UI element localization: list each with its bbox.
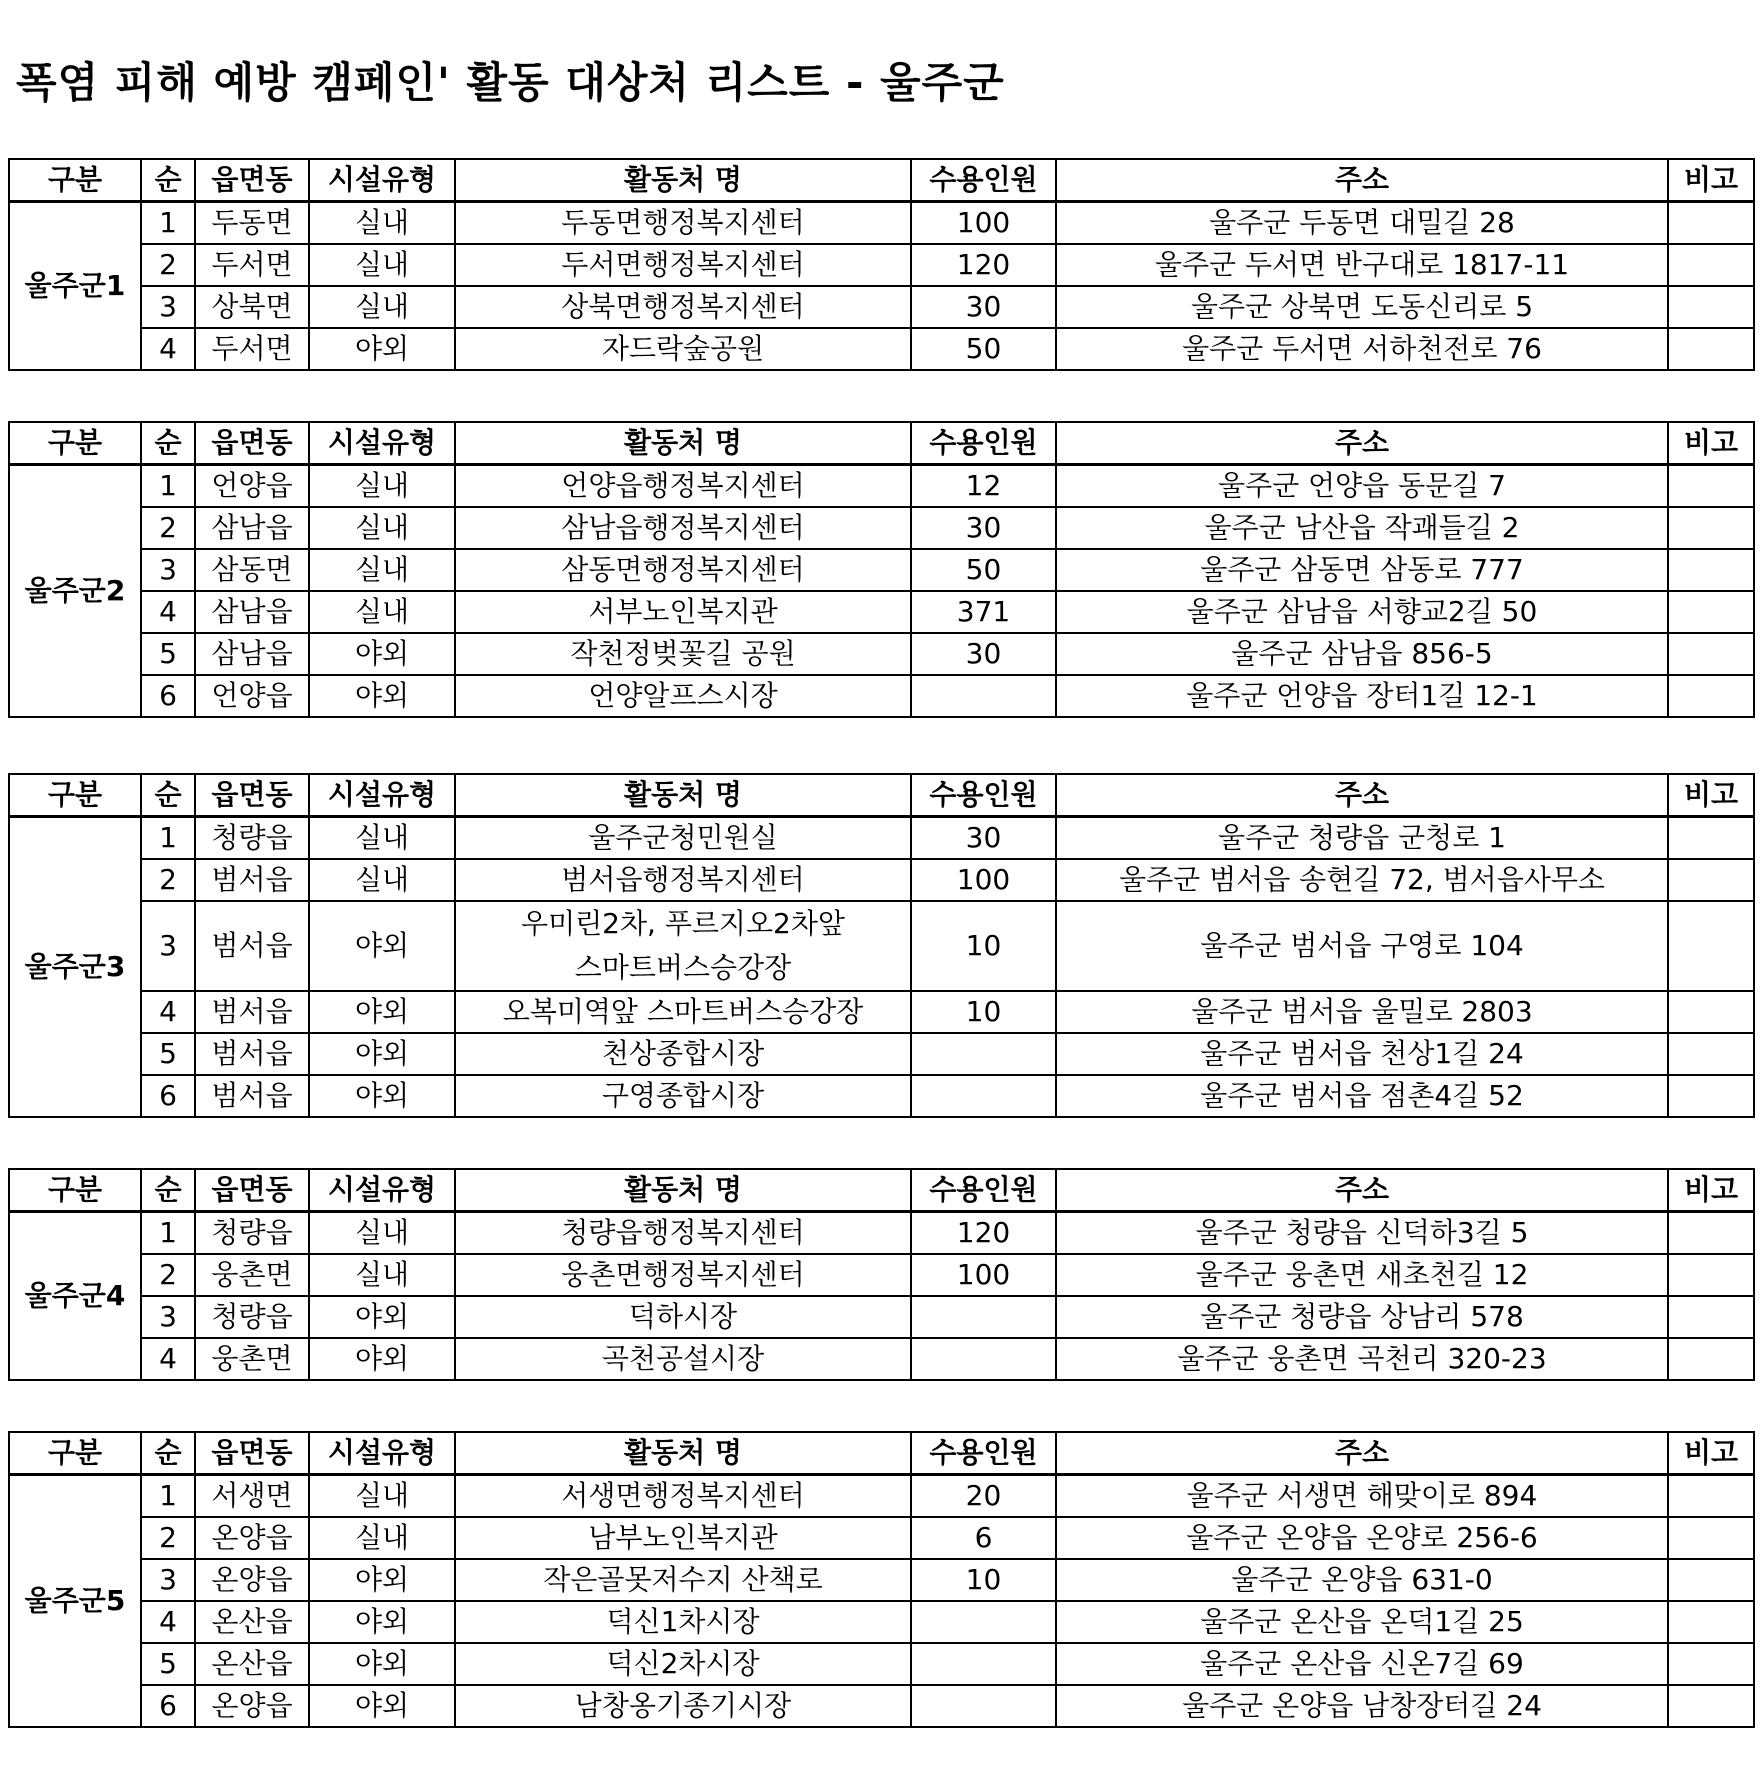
address-cell: 울주군 언양읍 장터1길 12-1 [1056,675,1668,717]
town-cell: 삼남읍 [195,633,309,675]
seq-cell: 6 [141,675,195,717]
town-cell: 청량읍 [195,1212,309,1255]
seq-cell: 1 [141,202,195,245]
type-cell: 야외 [309,1685,455,1727]
town-cell: 범서읍 [195,859,309,901]
table-row [9,507,1754,549]
header-capacity: 수용인원 [911,159,1056,202]
capacity-cell: 30 [911,286,1056,328]
capacity-cell [911,1685,1056,1727]
address-cell: 울주군 남산읍 작괘들길 2 [1056,507,1668,549]
note-cell [1668,591,1754,633]
town-cell: 범서읍 [195,1033,309,1075]
group-table-4 [8,1168,1755,1381]
name-cell: 덕하시장 [455,1296,911,1338]
address-cell: 울주군 범서읍 송현길 72, 범서읍사무소 [1056,859,1668,901]
address-cell: 울주군 온양읍 631-0 [1056,1559,1668,1601]
address-cell: 울주군 온산읍 온덕1길 25 [1056,1601,1668,1643]
capacity-cell: 12 [911,465,1056,508]
table-row [9,1254,1754,1296]
type-cell: 야외 [309,1643,455,1685]
header-type: 시설유형 [309,422,455,465]
name-cell: 구영종합시장 [455,1075,911,1117]
name-line-2: 스마트버스승강장 [574,951,792,984]
note-cell [1668,1075,1754,1117]
table-row [9,675,1754,717]
capacity-cell [911,1338,1056,1380]
seq-cell: 3 [141,286,195,328]
address-cell: 울주군 두동면 대밀길 28 [1056,202,1668,245]
note-cell [1668,244,1754,286]
town-cell: 상북면 [195,286,309,328]
table-row [9,817,1754,860]
address-cell: 울주군 두서면 반구대로 1817-11 [1056,244,1668,286]
table-row [9,202,1754,245]
type-cell: 야외 [309,1559,455,1601]
capacity-cell [911,1033,1056,1075]
table-row [9,465,1754,508]
capacity-cell: 100 [911,202,1056,245]
note-cell [1668,859,1754,901]
address-cell: 울주군 두서면 서하천전로 76 [1056,328,1668,370]
address-cell: 울주군 언양읍 동문길 7 [1056,465,1668,508]
group-label: 울주군4 [9,1212,141,1381]
capacity-cell: 50 [911,328,1056,370]
note-cell [1668,286,1754,328]
header-seq: 순 [141,774,195,817]
note-cell [1668,991,1754,1033]
address-cell: 울주군 범서읍 울밀로 2803 [1056,991,1668,1033]
name-cell: 서생면행정복지센터 [455,1475,911,1518]
header-group: 구분 [9,159,141,202]
capacity-cell: 100 [911,1254,1056,1296]
header-name: 활동처 명 [455,774,911,817]
header-town: 읍면동 [195,774,309,817]
name-cell: 웅촌면행정복지센터 [455,1254,911,1296]
address-cell: 울주군 상북면 도동신리로 5 [1056,286,1668,328]
name-cell: 남창옹기종기시장 [455,1685,911,1727]
header-address: 주소 [1056,422,1668,465]
header-town: 읍면동 [195,1432,309,1475]
type-cell: 야외 [309,991,455,1033]
name-cell: 두서면행정복지센터 [455,244,911,286]
address-cell: 울주군 온양읍 남창장터길 24 [1056,1685,1668,1727]
town-cell: 범서읍 [195,901,309,991]
seq-cell: 5 [141,1643,195,1685]
header-note: 비고 [1668,1432,1754,1475]
capacity-cell: 50 [911,549,1056,591]
address-cell: 울주군 삼남읍 서향교2길 50 [1056,591,1668,633]
town-cell: 삼남읍 [195,591,309,633]
note-cell [1668,507,1754,549]
note-cell [1668,675,1754,717]
header-name: 활동처 명 [455,159,911,202]
type-cell: 야외 [309,1601,455,1643]
header-row [9,1432,1754,1475]
header-row [9,159,1754,202]
header-type: 시설유형 [309,1169,455,1212]
type-cell: 실내 [309,1517,455,1559]
header-capacity: 수용인원 [911,1432,1056,1475]
header-type: 시설유형 [309,1432,455,1475]
header-row [9,1169,1754,1212]
table-row [9,633,1754,675]
table-row [9,286,1754,328]
town-cell: 두동면 [195,202,309,245]
name-cell: 범서읍행정복지센터 [455,859,911,901]
note-cell [1668,202,1754,245]
type-cell: 실내 [309,591,455,633]
capacity-cell: 120 [911,244,1056,286]
town-cell: 온양읍 [195,1517,309,1559]
town-cell: 웅촌면 [195,1254,309,1296]
name-cell: 삼남읍행정복지센터 [455,507,911,549]
header-note: 비고 [1668,774,1754,817]
town-cell: 서생면 [195,1475,309,1518]
address-cell: 울주군 삼남읍 856-5 [1056,633,1668,675]
group-table-3 [8,773,1755,1118]
address-cell: 울주군 범서읍 점촌4길 52 [1056,1075,1668,1117]
table-row [9,328,1754,370]
seq-cell: 2 [141,859,195,901]
type-cell: 실내 [309,817,455,860]
table-row [9,1475,1754,1518]
type-cell: 야외 [309,901,455,991]
name-cell: 상북면행정복지센터 [455,286,911,328]
header-town: 읍면동 [195,1169,309,1212]
type-cell: 실내 [309,1254,455,1296]
note-cell [1668,1559,1754,1601]
type-cell: 실내 [309,859,455,901]
note-cell [1668,817,1754,860]
table-row [9,1517,1754,1559]
seq-cell: 3 [141,1296,195,1338]
seq-cell: 2 [141,1517,195,1559]
seq-cell: 4 [141,991,195,1033]
seq-cell: 4 [141,328,195,370]
town-cell: 범서읍 [195,991,309,1033]
name-cell: 서부노인복지관 [455,591,911,633]
address-cell: 울주군 웅촌면 새초천길 12 [1056,1254,1668,1296]
town-cell: 삼동면 [195,549,309,591]
town-cell: 언양읍 [195,465,309,508]
address-cell: 울주군 서생면 해맞이로 894 [1056,1475,1668,1518]
address-cell: 울주군 청량읍 신덕하3길 5 [1056,1212,1668,1255]
town-cell: 청량읍 [195,1296,309,1338]
header-seq: 순 [141,1169,195,1212]
type-cell: 실내 [309,507,455,549]
header-name: 활동처 명 [455,1432,911,1475]
header-address: 주소 [1056,774,1668,817]
town-cell: 범서읍 [195,1075,309,1117]
name-cell: 덕신2차시장 [455,1643,911,1685]
capacity-cell: 6 [911,1517,1056,1559]
table-row [9,1212,1754,1255]
capacity-cell: 10 [911,1559,1056,1601]
seq-cell: 2 [141,507,195,549]
note-cell [1668,1338,1754,1380]
header-town: 읍면동 [195,422,309,465]
header-name: 활동처 명 [455,1169,911,1212]
note-cell [1668,1212,1754,1255]
address-cell: 울주군 온산읍 신온7길 69 [1056,1643,1668,1685]
name-cell: 언양알프스시장 [455,675,911,717]
town-cell: 웅촌면 [195,1338,309,1380]
capacity-cell [911,1601,1056,1643]
seq-cell: 2 [141,1254,195,1296]
type-cell: 실내 [309,244,455,286]
name-line-1: 우미린2차, 푸르지오2차앞 [521,907,845,940]
group-label: 울주군1 [9,202,141,371]
note-cell [1668,1254,1754,1296]
seq-cell: 1 [141,1475,195,1518]
note-cell [1668,549,1754,591]
table-row [9,1296,1754,1338]
document-title: 폭염 피해 예방 캠페인' 활동 대상처 리스트 - 울주군 [16,58,1005,107]
town-cell: 온양읍 [195,1559,309,1601]
address-cell: 울주군 범서읍 구영로 104 [1056,901,1668,991]
header-row [9,422,1754,465]
table-row [9,591,1754,633]
type-cell: 실내 [309,286,455,328]
note-cell [1668,633,1754,675]
name-cell: 울주군청민원실 [455,817,911,860]
header-capacity: 수용인원 [911,774,1056,817]
header-group: 구분 [9,422,141,465]
town-cell: 청량읍 [195,817,309,860]
note-cell [1668,901,1754,991]
header-group: 구분 [9,1432,141,1475]
capacity-cell: 120 [911,1212,1056,1255]
capacity-cell: 20 [911,1475,1056,1518]
capacity-cell [911,675,1056,717]
type-cell: 야외 [309,1033,455,1075]
seq-cell: 4 [141,1601,195,1643]
table-row [9,1338,1754,1380]
type-cell: 야외 [309,1296,455,1338]
seq-cell: 5 [141,1033,195,1075]
header-note: 비고 [1668,1169,1754,1212]
note-cell [1668,1685,1754,1727]
table-row [9,1033,1754,1075]
header-group: 구분 [9,1169,141,1212]
header-address: 주소 [1056,1432,1668,1475]
note-cell [1668,1296,1754,1338]
table-row [9,1075,1754,1117]
name-cell: 곡천공설시장 [455,1338,911,1380]
seq-cell: 5 [141,633,195,675]
seq-cell: 2 [141,244,195,286]
name-cell: 덕신1차시장 [455,1601,911,1643]
town-cell: 온양읍 [195,1685,309,1727]
capacity-cell: 30 [911,633,1056,675]
header-seq: 순 [141,422,195,465]
header-seq: 순 [141,1432,195,1475]
capacity-cell: 371 [911,591,1056,633]
town-cell: 언양읍 [195,675,309,717]
town-cell: 두서면 [195,244,309,286]
table-row [9,1601,1754,1643]
seq-cell: 3 [141,901,195,991]
name-cell-multiline [455,901,911,991]
header-type: 시설유형 [309,774,455,817]
seq-cell: 1 [141,817,195,860]
address-cell: 울주군 삼동면 삼동로 777 [1056,549,1668,591]
type-cell: 실내 [309,465,455,508]
capacity-cell [911,1643,1056,1685]
header-capacity: 수용인원 [911,1169,1056,1212]
group-table-2 [8,421,1755,718]
type-cell: 야외 [309,1075,455,1117]
note-cell [1668,1475,1754,1518]
header-capacity: 수용인원 [911,422,1056,465]
name-cell: 남부노인복지관 [455,1517,911,1559]
address-cell: 울주군 범서읍 천상1길 24 [1056,1033,1668,1075]
seq-cell: 4 [141,591,195,633]
name-cell: 천상종합시장 [455,1033,911,1075]
note-cell [1668,465,1754,508]
type-cell: 실내 [309,202,455,245]
group-table-5 [8,1431,1755,1728]
type-cell: 야외 [309,1338,455,1380]
note-cell [1668,1033,1754,1075]
note-cell [1668,1601,1754,1643]
capacity-cell: 10 [911,901,1056,991]
table-row [9,991,1754,1033]
header-name: 활동처 명 [455,422,911,465]
header-type: 시설유형 [309,159,455,202]
town-cell: 온산읍 [195,1643,309,1685]
town-cell: 두서면 [195,328,309,370]
table-row [9,244,1754,286]
capacity-cell: 30 [911,507,1056,549]
address-cell: 울주군 청량읍 상남리 578 [1056,1296,1668,1338]
seq-cell: 1 [141,465,195,508]
group-label: 울주군2 [9,465,141,718]
name-cell: 자드락숲공원 [455,328,911,370]
type-cell: 실내 [309,1475,455,1518]
header-address: 주소 [1056,1169,1668,1212]
table-row [9,549,1754,591]
header-note: 비고 [1668,422,1754,465]
header-address: 주소 [1056,159,1668,202]
type-cell: 야외 [309,328,455,370]
type-cell: 실내 [309,1212,455,1255]
capacity-cell [911,1075,1056,1117]
note-cell [1668,328,1754,370]
name-cell: 삼동면행정복지센터 [455,549,911,591]
group-table-1 [8,158,1755,371]
address-cell: 울주군 청량읍 군청로 1 [1056,817,1668,860]
type-cell: 야외 [309,675,455,717]
town-cell: 온산읍 [195,1601,309,1643]
name-cell: 청량읍행정복지센터 [455,1212,911,1255]
name-cell: 언양읍행정복지센터 [455,465,911,508]
header-group: 구분 [9,774,141,817]
header-seq: 순 [141,159,195,202]
type-cell: 야외 [309,633,455,675]
table-row [9,901,1754,991]
table-row [9,1559,1754,1601]
seq-cell: 3 [141,1559,195,1601]
town-cell: 삼남읍 [195,507,309,549]
name-cell: 작천정벚꽃길 공원 [455,633,911,675]
note-cell [1668,1517,1754,1559]
table-row [9,1643,1754,1685]
type-cell: 실내 [309,549,455,591]
group-label: 울주군5 [9,1475,141,1728]
seq-cell: 4 [141,1338,195,1380]
seq-cell: 6 [141,1685,195,1727]
name-cell: 작은골못저수지 산책로 [455,1559,911,1601]
header-note: 비고 [1668,159,1754,202]
name-cell: 오복미역앞 스마트버스승강장 [455,991,911,1033]
table-row [9,859,1754,901]
seq-cell: 1 [141,1212,195,1255]
header-town: 읍면동 [195,159,309,202]
capacity-cell: 100 [911,859,1056,901]
name-cell: 두동면행정복지센터 [455,202,911,245]
header-row [9,774,1754,817]
seq-cell: 3 [141,549,195,591]
seq-cell: 6 [141,1075,195,1117]
address-cell: 울주군 웅촌면 곡천리 320-23 [1056,1338,1668,1380]
capacity-cell: 30 [911,817,1056,860]
capacity-cell [911,1296,1056,1338]
address-cell: 울주군 온양읍 온양로 256-6 [1056,1517,1668,1559]
capacity-cell: 10 [911,991,1056,1033]
table-row [9,1685,1754,1727]
note-cell [1668,1643,1754,1685]
group-label: 울주군3 [9,817,141,1118]
